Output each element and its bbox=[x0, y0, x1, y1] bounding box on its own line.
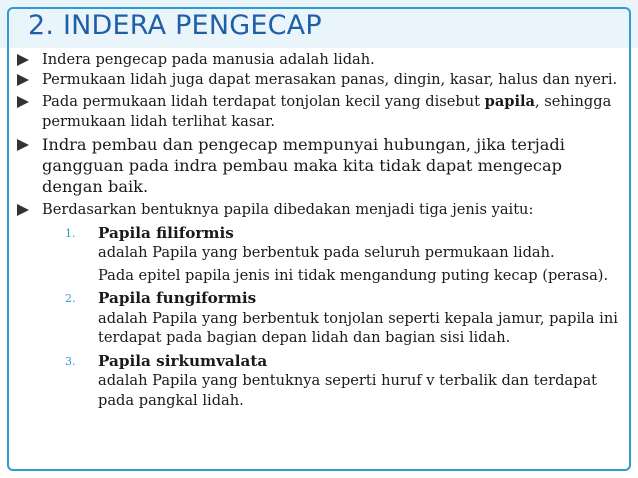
bullet-text: Indra pembau dan pengecap mempunyai hubungan, jika terjadi gangguan pada indra pembau maka kita tidak dapat mengecap dengan baik. bbox=[42, 135, 565, 196]
bullet-item bbox=[12, 50, 618, 70]
arrow-bullet-icon bbox=[17, 96, 29, 108]
bullet-text: , sehingga permukaan lidah terlihat kasar. bbox=[42, 93, 612, 130]
bullet-item bbox=[12, 92, 618, 131]
papila-desc: adalah Papila yang bentuknya seperti huruf v terbalik dan terdapat pada pangkal lidah. bbox=[98, 372, 598, 409]
arrow-bullet-icon bbox=[17, 54, 29, 66]
bullet-item bbox=[12, 200, 618, 220]
list-number: 2. bbox=[65, 292, 76, 305]
papila-item bbox=[12, 224, 618, 286]
papila-name: Papila filiformis bbox=[98, 223, 234, 242]
bullet-text: Indera pengecap pada manusia adalah lidah. bbox=[42, 51, 375, 68]
arrow-bullet-icon bbox=[17, 74, 29, 86]
bullet-item bbox=[12, 134, 618, 197]
list-number: 1. bbox=[65, 226, 76, 240]
arrow-bullet-icon bbox=[17, 139, 29, 151]
papila-item bbox=[12, 352, 618, 411]
arrow-bullet-icon bbox=[17, 204, 29, 216]
papila-desc: adalah Papila yang berbentuk pada seluruh permukaan lidah. bbox=[98, 244, 555, 261]
papila-name: Papila sirkumvalata bbox=[98, 351, 268, 370]
list-number: 3. bbox=[65, 354, 76, 368]
bullet-text: Pada permukaan lidah terdapat tonjolan kecil yang disebut bbox=[42, 93, 485, 110]
bold-term: papila bbox=[484, 93, 536, 110]
papila-desc: Pada epitel papila jenis ini tidak mengandung puting kecap (perasa). bbox=[98, 266, 609, 284]
bullet-text: Permukaan lidah juga dapat merasakan panas, dingin, kasar, halus dan nyeri. bbox=[42, 70, 618, 88]
content bbox=[12, 50, 618, 410]
papila-desc: adalah Papila yang berbentuk tonjolan seperti kepala jamur, papila ini terdapat pada bagian depan lidah dan bagian sisi lidah. bbox=[98, 309, 618, 346]
slide-title: 2. INDERA PENGECAP bbox=[28, 10, 322, 41]
papila-name: Papila fungiformis bbox=[98, 289, 257, 307]
papila-item bbox=[12, 289, 618, 348]
bullet-text: Berdasarkan bentuknya papila dibedakan menjadi tiga jenis yaitu: bbox=[42, 201, 534, 218]
bullet-item bbox=[12, 70, 618, 90]
